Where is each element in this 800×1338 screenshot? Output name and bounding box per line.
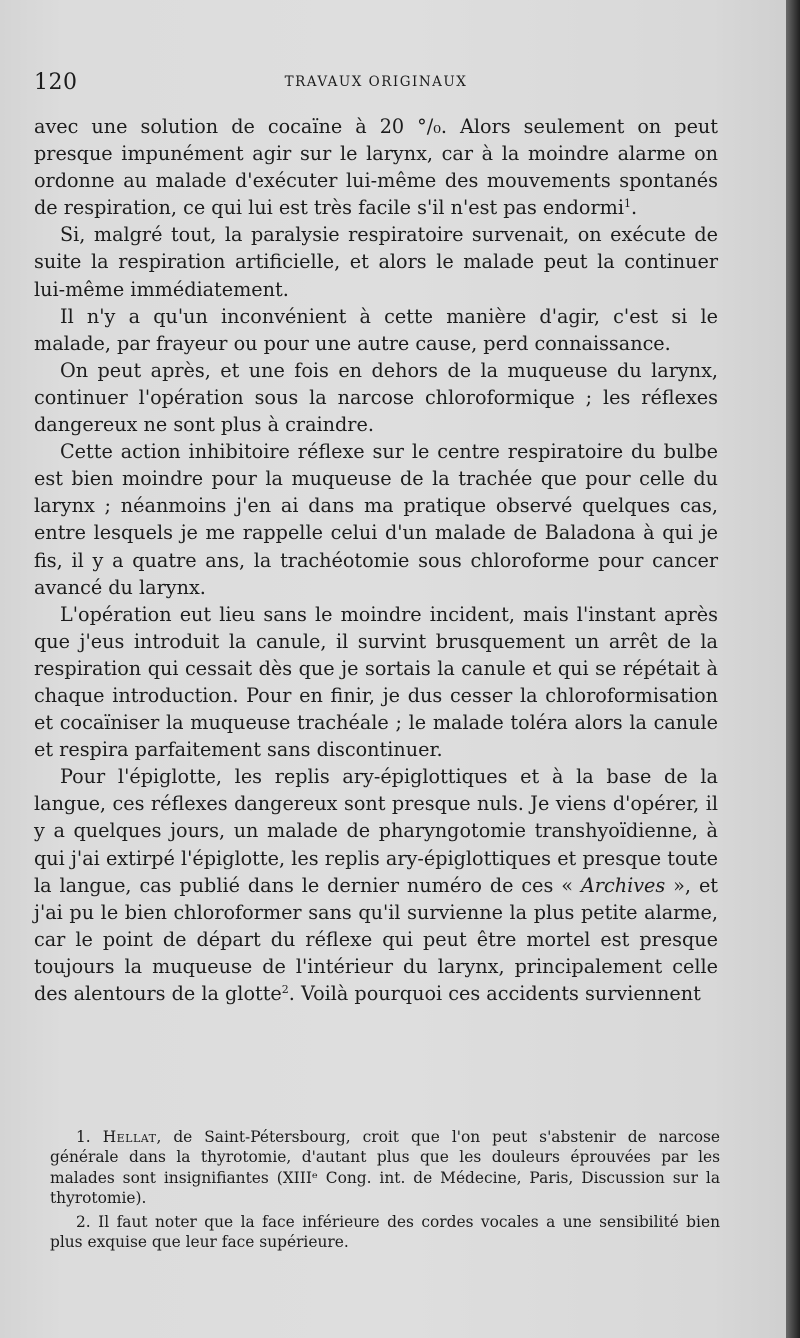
journal-title-archives: Archives xyxy=(580,873,666,897)
footnote-1 xyxy=(50,1127,720,1209)
paragraph-7 xyxy=(34,763,718,1007)
paragraph-3: Il n'y a qu'un inconvénient à cette manière d'agir, c'est si le malade, par frayeur ou pour une autre cause, perd connaissance. xyxy=(34,304,718,355)
footnote-ref-2: 2 xyxy=(281,983,289,996)
page-header xyxy=(34,66,718,100)
paragraph-4: On peut après, et une fois en dehors de la muqueuse du larynx, continuer l'opération sous la narcose chloroformique ; les réflexes dangereux ne sont plus à craindre. xyxy=(34,358,718,437)
paragraph-1 xyxy=(34,113,718,221)
paragraph-1-end: . xyxy=(630,196,638,220)
footnote-1-author: Hellat xyxy=(102,1128,157,1146)
footnote-ref-1: 1 xyxy=(623,197,631,211)
page-number: 120 xyxy=(34,70,78,95)
footnote-2-number: 2. xyxy=(76,1212,91,1231)
paragraph-5: Cette action inhibitoire réflexe sur le centre respiratoire du bulbe est bien moindre pour la muqueuse de la trachée que pour celle du larynx ; néanmoins j'en ai dans ma pratique observé quelques cas, entre lesquels je me rappelle celui d'un malade de Baladona à qui je fis, il y a quatre ans, la trachéotomie sous chloroforme pour cancer avancé du larynx. xyxy=(34,440,718,599)
paragraph-2: Si, malgré tout, la paralysie respiratoire survenait, on exécute de suite la respiration artificielle, et alors le malade peut la continuer lui-même immédiatement. xyxy=(34,223,718,301)
footnote-1-number: 1. xyxy=(76,1128,91,1146)
body-text xyxy=(34,113,718,1007)
footnote-2-text: Il faut noter que la face inférieure des cordes vocales a une sensibilité bien plus exquise que leur face supérieure. xyxy=(50,1212,720,1252)
footnotes xyxy=(50,1127,720,1252)
page-edge-shadow xyxy=(786,0,800,1338)
paragraph-7-part-a: Pour l'épiglotte, les replis ary-épiglottiques et à la base de la langue, ces réflexes dangereux sont presque nuls. Je viens d'opérer, il y a quelques jours, un malade de pharyngotomie transhyoïdienne, à qui j'ai extirpé l'épiglotte, les replis ary-épiglottiques et presque toute la langue, cas publié dans le dernier numéro de ces « xyxy=(34,765,718,897)
paragraph-7-part-c: . Voilà pourquoi ces accidents surviennent xyxy=(288,982,701,1005)
running-title: TRAVAUX ORIGINAUX xyxy=(284,74,468,90)
footnote-2 xyxy=(50,1212,720,1253)
paragraph-7-part-b: », et j'ai pu le bien chloroformer sans qu'il survienne la plus petite alarme, car le point de départ du réflexe qui peut être mortel est presque toujours la muqueuse de l'intérieur du larynx, principalement celle des alentours de la glotte xyxy=(34,873,719,1005)
paragraph-6: L'opération eut lieu sans le moindre incident, mais l'instant après que j'eus introduit la canule, il survint brusquement un arrêt de la respiration qui cessait dès que je sortais la canule et qui se répétait à chaque introduction. Pour en finir, je dus cesser la chloroformisation et cocaïniser la muqueuse trachéale ; le malade toléra alors la canule et respira parfaitement sans discontinuer. xyxy=(34,602,718,762)
paragraph-1-text: avec une solution de cocaïne à 20 °/₀. Alors seulement on peut presque impunément agir sur le larynx, car à la moindre alarme on ordonne au malade d'exécuter lui-même des mouvements spontanés de respiration, ce qui lui est très facile s'il n'est pas endormi xyxy=(34,115,718,220)
footnote-1-text: , de Saint-Pétersbourg, croit que l'on peut s'abstenir de narcose générale dans la thyrotomie, d'autant plus que les douleurs éprouvées par les malades sont insignifiantes (XIIIᵉ Cong. int. de Médecine, Paris, Discussion sur la thyrotomie). xyxy=(50,1128,720,1208)
